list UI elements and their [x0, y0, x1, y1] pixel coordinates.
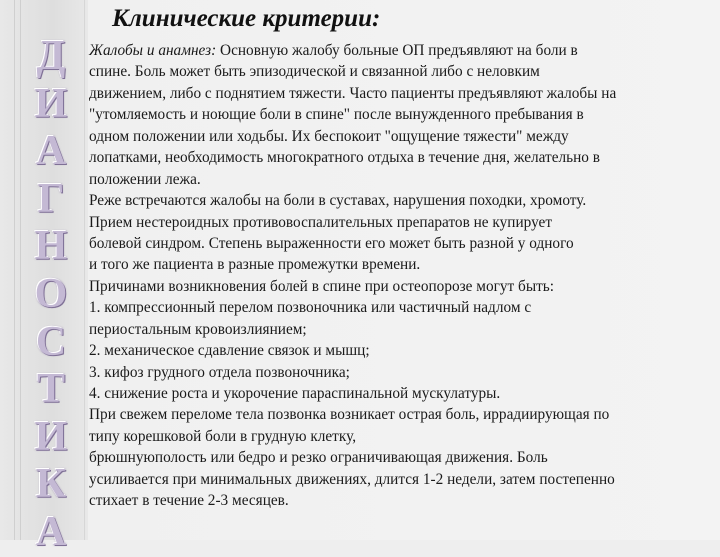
text-line: положении лежа.: [89, 170, 201, 188]
text-line: брюшнуюполость или бедро и резко ограничивающая движения. Боль: [89, 449, 548, 467]
text-line: 2. механическое сдавление связок и мышц;: [89, 342, 370, 360]
text-line: усиливается при минимальных движениях, длится 1-2 недели, затем постепенно: [89, 470, 615, 488]
text-line: [89, 40, 715, 61]
text-line: болевой синдром. Степень выраженности его может быть разной у одного: [89, 234, 574, 252]
text-line: Прием нестероидных противовоспалительных препаратов не купирует: [89, 213, 553, 231]
text-line: 3. кифоз грудного отдела позвоночника;: [89, 363, 350, 381]
text-line: спине. Боль может быть эпизодической и связанной либо с неловким: [89, 63, 540, 81]
text-line: 1. компрессионный перелом позвоночника или частичный надлом с: [89, 299, 532, 317]
side-letter: К: [35, 461, 67, 508]
side-letter: А: [35, 128, 67, 175]
side-letter: Т: [36, 366, 65, 413]
side-letter: И: [34, 80, 68, 127]
body-text: [89, 40, 715, 512]
text-line: 4. снижение роста и укорочение параспинальной мускулатуры.: [89, 385, 501, 402]
decor-line: [20, 0, 21, 540]
side-letter: Д: [36, 33, 66, 79]
text-line: Реже встречаются жалобы на боли в суставах, нарушения походки, хромоту.: [89, 192, 587, 210]
vertical-word-diagnostika: [26, 33, 76, 557]
text-line: типу корешковой боли в грудную клетку,: [89, 427, 357, 445]
side-letter: Г: [37, 175, 65, 222]
text-line: периостальным кровоизлиянием;: [89, 320, 307, 338]
text-line: одном положении или ходьбы. Их беспокоит "ощущение тяжести" между: [89, 127, 569, 145]
side-letter: Н: [34, 223, 68, 270]
text-line: "утомляемость и ноющие боли в спине" после вынужденного пребывания в: [89, 106, 584, 124]
text-line: При свежем переломе тела позвонка возникает острая боль, иррадиирующая по: [89, 406, 610, 424]
text-line: и того же пациента в разные промежутки времени.: [89, 256, 421, 274]
side-letter: С: [35, 318, 67, 365]
text-line: Причинами возникновения болей в спине при остеопорозе могут быть:: [89, 277, 555, 295]
text-line: лопатками, необходимость многократного отдыха в течение дня, желательно в: [89, 149, 600, 167]
decor-line: [14, 0, 15, 540]
decor-line: [84, 0, 85, 540]
slide-title: Клинические критерии:: [112, 5, 381, 32]
lead-label: Жалобы и анамнез:: [89, 42, 217, 59]
side-letter: И: [34, 413, 68, 460]
side-letter: А: [35, 508, 67, 555]
text-line: движением, либо с поднятием тяжести. Часто пациенты предъявляют жалобы на: [89, 84, 617, 102]
text-line-rest: Основную жалобу больные ОП предъявляют на боли в: [216, 42, 578, 59]
side-letter: О: [34, 270, 68, 317]
text-line: стихает в течение 2-3 месяцев.: [89, 492, 289, 510]
